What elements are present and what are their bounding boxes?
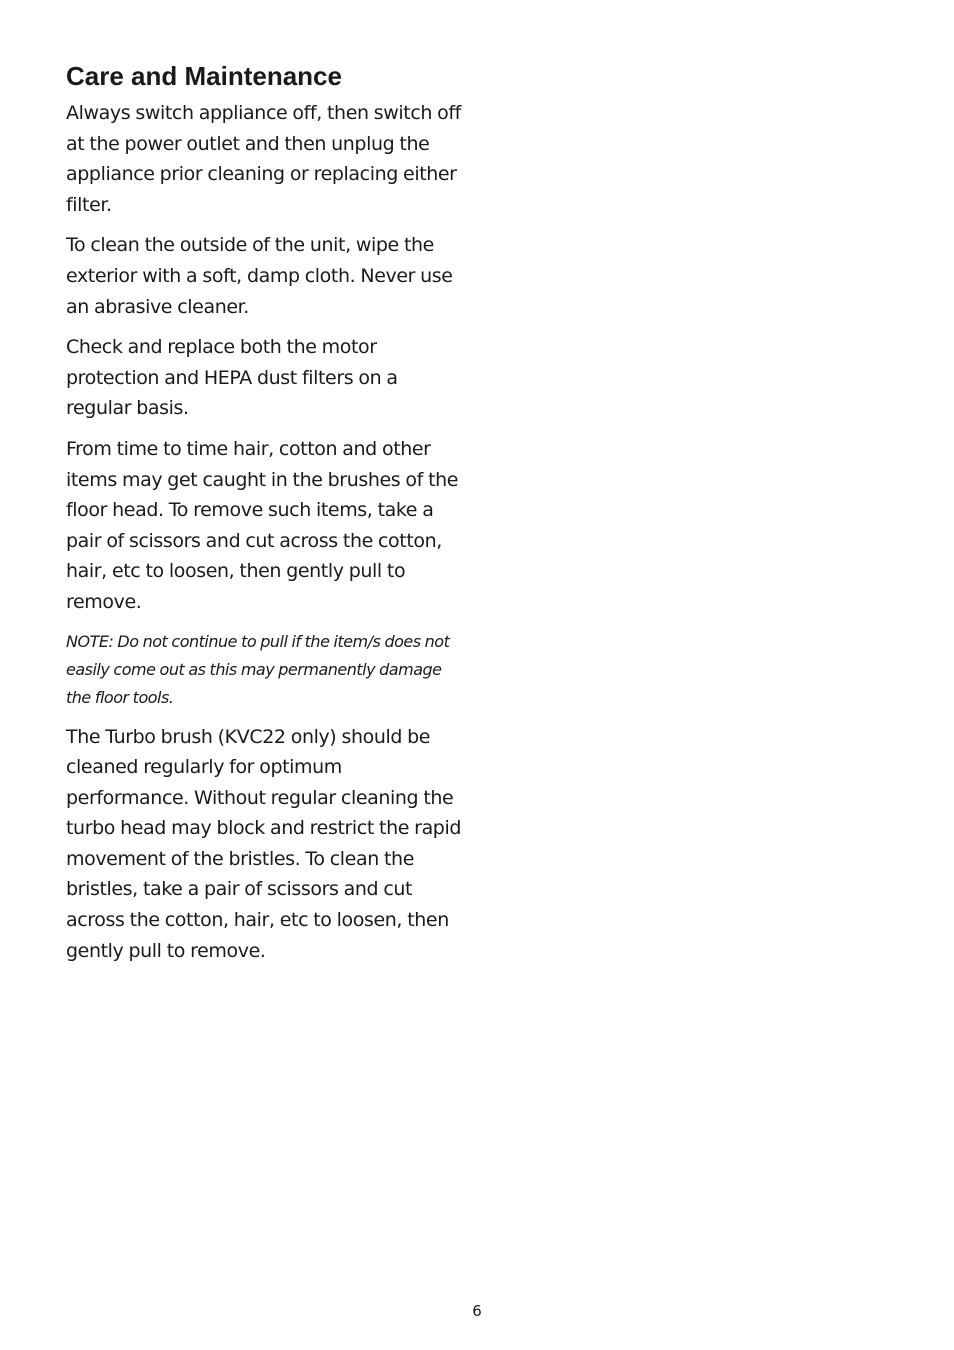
paragraph-unplug: Always switch appliance off, then switch off at the power outlet and then unplug the appliance prior cleaning or replacing either filter. — [66, 102, 461, 216]
paragraph-floor-head: From time to time hair, cotton and other items may get caught in the brushes of the floor head. To remove such items, take a pair of scissors and cut across the cotton, hair, etc to loosen, then gently pull to remove. — [66, 437, 459, 613]
care-maintenance-section — [66, 58, 466, 976]
section-heading: Care and Maintenance — [66, 61, 342, 91]
paragraph-clean-exterior: To clean the outside of the unit, wipe the exterior with a soft, damp cloth. Never use an abrasive cleaner. — [66, 234, 453, 318]
page-number: 6 — [472, 1302, 482, 1320]
paragraph-check-filters: Check and replace both the motor protection and HEPA dust filters on a regular basis. — [66, 336, 398, 420]
paragraph-turbo-brush: The Turbo brush (KVC22 only) should be cleaned regularly for optimum performance. Without regular cleaning the turbo head may block and restrict the rapid movement of the bristles. To clean the bristles, take a pair of scissors and cut across the cotton, hair, etc to loosen, then gently pull to remove. — [66, 725, 462, 962]
note-text: NOTE: Do not continue to pull if the item/s does not easily come out as this may permanently damage the floor tools. — [66, 631, 450, 707]
